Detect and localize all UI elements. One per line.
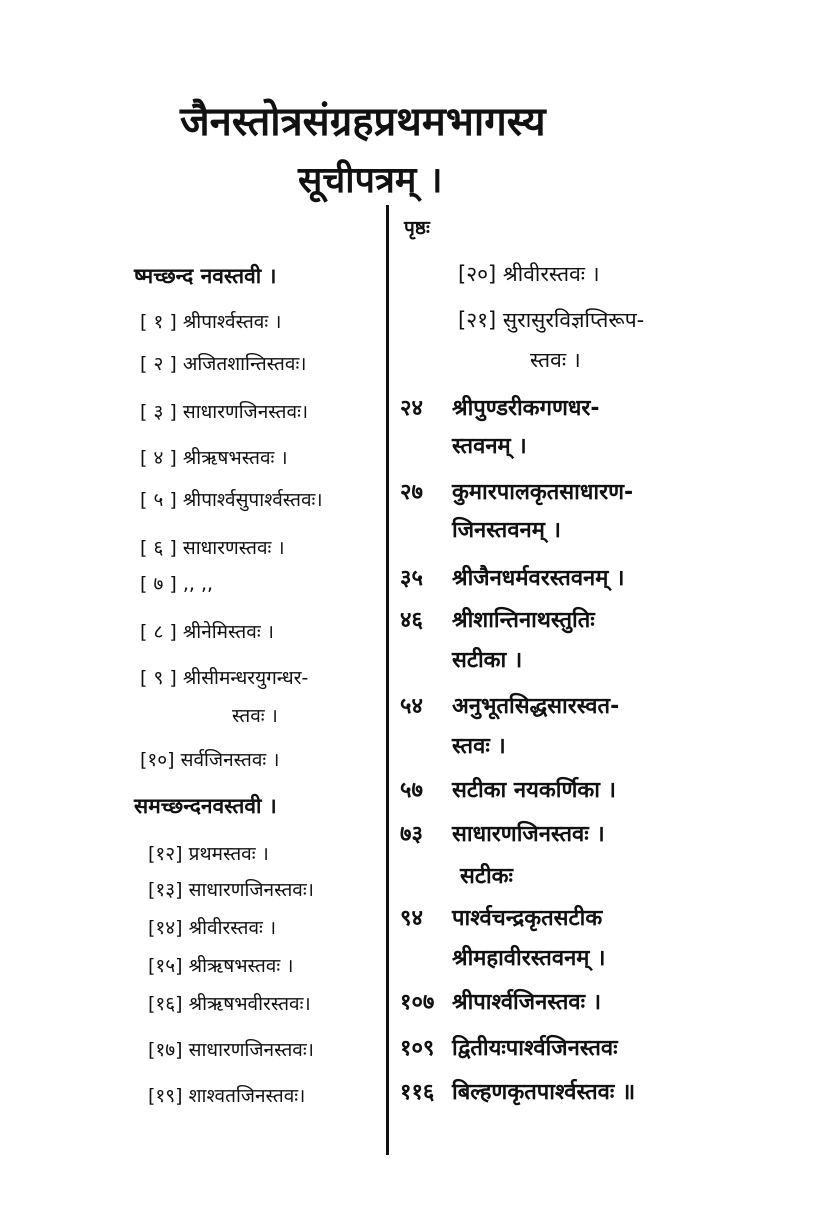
entry-title: सटीका नयकर्णिका ।	[452, 778, 616, 803]
item-title: अजितशान्तिस्तवः।	[182, 353, 307, 375]
entry-title-continuation: सटीका ।	[452, 648, 523, 673]
entry-title-continuation: श्रीमहावीरस्तवनम् ।	[452, 946, 606, 971]
item-number: [१५]	[148, 955, 183, 977]
page-subtitle: सूचीपत्रम् ।	[298, 160, 443, 201]
page-number: २७	[400, 480, 423, 505]
list-item	[140, 746, 279, 772]
item-title: श्रीपार्श्वस्तवः ।	[182, 311, 282, 333]
item-number: [१३]	[148, 879, 183, 901]
list-item	[148, 914, 276, 940]
list-item	[140, 350, 306, 376]
page-number: ९४	[400, 906, 423, 931]
entry-title-continuation: सटीकः	[460, 864, 513, 889]
page-number: ३५	[400, 566, 423, 591]
item-title: श्रीऋषभवीरस्तवः।	[188, 993, 311, 1015]
entry-title: श्रीजैनधर्मवरस्तवनम् ।	[452, 566, 625, 591]
toc-entry	[400, 1032, 618, 1062]
item-title: श्रीवीरस्तवः ।	[188, 917, 277, 939]
item-number: [ ९ ]	[140, 667, 177, 689]
list-item	[458, 260, 600, 288]
page-number: ५७	[400, 778, 423, 803]
list-item	[148, 840, 269, 866]
toc-entry	[400, 562, 624, 592]
page-number: १०९	[400, 1036, 435, 1061]
item-title: ,, ,,	[182, 573, 214, 595]
entry-title: द्वितीयःपार्श्वजिनस्तवः	[452, 1036, 618, 1061]
item-title: श्रीपार्श्वसुपार्श्वस्तवः।	[182, 489, 323, 511]
item-number: [ २ ]	[140, 353, 177, 375]
page-title: जैनस्तोत्रसंग्रहप्रथमभागस्य	[180, 99, 546, 145]
entry-title: कुमारपालकृतसाधारण-	[452, 480, 634, 505]
list-item-continuation	[232, 702, 278, 728]
list-item	[148, 1082, 305, 1108]
entry-title-continuation: स्तवनम् ।	[452, 434, 527, 459]
item-title: सर्वजिनस्तवः ।	[180, 749, 280, 771]
entry-title: अनुभूतसिद्धसारस्वत-	[452, 694, 620, 719]
list-item	[140, 308, 281, 334]
item-number: [१०]	[140, 749, 175, 771]
item-number: [ १ ]	[140, 311, 177, 333]
entry-title: श्रीपार्श्वजिनस्तवः ।	[452, 990, 602, 1015]
list-item	[140, 570, 213, 596]
page-number: ५४	[400, 694, 423, 719]
toc-entry	[400, 1076, 635, 1106]
item-title: श्रीसीमन्धरयुगन्धर-	[182, 667, 309, 689]
list-item	[140, 444, 288, 470]
list-item	[140, 398, 308, 424]
list-item-continuation: स्तवः ।	[530, 348, 581, 372]
item-title: साधारणजिनस्तवः।	[188, 879, 314, 901]
list-item	[140, 534, 285, 560]
item-number: [१४]	[148, 917, 183, 939]
item-title: श्रीऋषभस्तवः ।	[182, 447, 288, 469]
page-number: ११६	[400, 1080, 435, 1105]
list-item	[458, 306, 644, 334]
toc-entry	[400, 476, 633, 506]
page-number: २४	[400, 396, 423, 421]
item-number: [१६]	[148, 993, 183, 1015]
page-number: ७३	[400, 822, 423, 847]
list-item	[140, 486, 323, 512]
item-number: [२०]	[458, 262, 497, 286]
item-number: [ ६ ]	[140, 537, 177, 559]
page-number: ४६	[400, 608, 423, 633]
toc-entry	[400, 604, 595, 634]
item-title: प्रथमस्तवः ।	[188, 843, 269, 865]
entry-title-continuation: जिनस्तवनम् ।	[452, 518, 561, 543]
item-title: श्रीवीरस्तवः ।	[502, 262, 600, 286]
item-number: [ ५ ]	[140, 489, 177, 511]
item-title: श्रीऋषभस्तवः ।	[188, 955, 294, 977]
toc-entry	[400, 818, 605, 848]
section-heading: समच्छन्दनवस्तवी ।	[134, 794, 277, 818]
item-title: श्रीनेमिस्तवः ।	[182, 621, 274, 643]
entry-title: श्रीपुण्डरीकगणधर-	[452, 396, 600, 421]
toc-entry	[400, 774, 616, 804]
item-title: साधारणजिनस्तवः।	[182, 401, 309, 423]
item-title: शाश्वतजिनस्तवः।	[188, 1085, 306, 1107]
entry-title: बिल्हणकृतपार्श्वस्तवः ॥	[452, 1080, 636, 1105]
toc-entry	[400, 690, 619, 720]
item-number: [२१]	[458, 308, 497, 332]
list-item	[140, 664, 308, 690]
entry-title-continuation: स्तवः ।	[452, 734, 506, 759]
toc-entry	[400, 902, 602, 932]
list-item	[148, 876, 314, 902]
list-item	[148, 990, 311, 1016]
toc-entry	[400, 986, 601, 1016]
column-divider	[386, 205, 389, 1155]
entry-title: साधारणजिनस्तवः ।	[452, 822, 605, 847]
toc-entry	[400, 392, 600, 422]
item-title: साधारणजिनस्तवः।	[188, 1039, 314, 1061]
item-title: सुरासुरविज्ञप्तिरूप-	[502, 308, 645, 332]
section-heading: ष्मच्छन्द नवस्तवी ।	[134, 264, 277, 288]
item-number: [ ८ ]	[140, 621, 177, 643]
list-item	[140, 618, 274, 644]
list-item	[148, 952, 293, 978]
item-number: [१७]	[148, 1039, 183, 1061]
item-title: स्तवः ।	[232, 705, 278, 727]
item-title: साधारणस्तवः ।	[182, 537, 285, 559]
entry-title: श्रीशान्तिनाथस्तुतिः	[452, 608, 595, 633]
item-number: [१२]	[148, 843, 183, 865]
item-number: [ ४ ]	[140, 447, 177, 469]
page-number: १०७	[400, 990, 435, 1015]
item-number: [ ७ ]	[140, 573, 177, 595]
item-number: [ ३ ]	[140, 401, 177, 423]
page-column-label: पृष्ठः	[404, 217, 430, 239]
list-item	[148, 1036, 314, 1062]
entry-title: पार्श्वचन्द्रकृतसटीक	[452, 906, 603, 931]
item-number: [१९]	[148, 1085, 183, 1107]
